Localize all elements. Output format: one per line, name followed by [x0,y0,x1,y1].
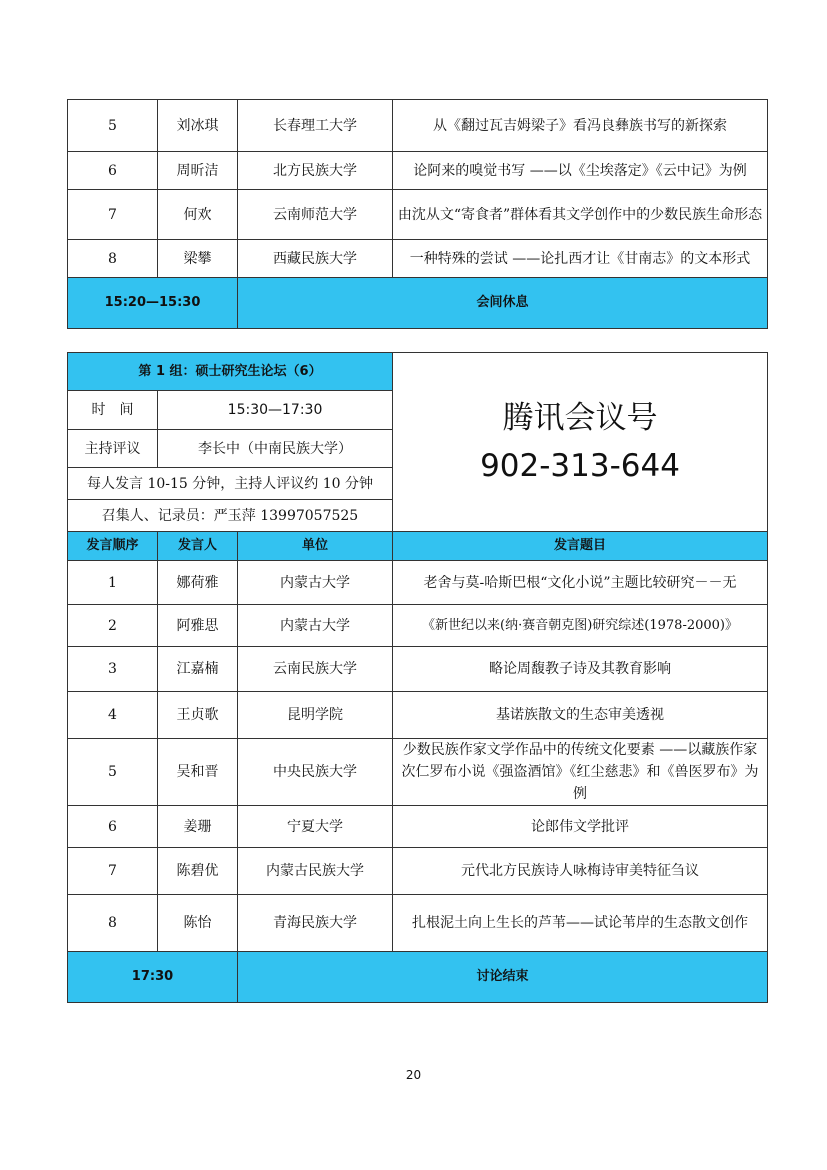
table-row [68,895,768,952]
schedule-table-1 [67,99,768,329]
row-number: 3 [68,647,158,692]
table-row [68,647,768,692]
meeting-label: 腾讯会议号 [502,400,658,436]
talk-topic: 少数民族作家文学作品中的传统文化要素 ——以藏族作家次仁罗布小说《强盗酒馆》《红尘慈悲》和《兽医罗布》为例 [393,739,768,806]
speaker-name: 陈怡 [158,895,238,952]
host-label: 主持评议 [68,430,158,468]
talk-topic: 一种特殊的尝试 ——论扎西才让《甘南志》的文本形式 [393,240,768,278]
speaker-name: 周昕洁 [158,152,238,190]
table-row [68,190,768,240]
header-speaker: 发言人 [158,532,238,561]
table-row [68,739,768,806]
talk-topic: 基诺族散文的生态审美透视 [393,692,768,739]
row-number: 4 [68,692,158,739]
table-row [68,561,768,605]
group-title-row [68,353,768,391]
schedule-table-2 [67,352,768,1003]
page-number: 20 [405,1068,422,1082]
row-number: 8 [68,240,158,278]
speaker-unit: 青海民族大学 [238,895,393,952]
speaker-name: 江嘉楠 [158,647,238,692]
header-unit: 单位 [238,532,393,561]
header-row [68,532,768,561]
break-label: 会间休息 [238,278,768,329]
speaker-name: 姜珊 [158,806,238,848]
speaker-unit: 长春理工大学 [238,100,393,152]
meeting-info [393,353,768,532]
speaker-name: 阿雅思 [158,605,238,647]
host-value: 李长中（中南民族大学） [158,430,393,468]
table-row [68,240,768,278]
end-time: 17:30 [68,952,238,1003]
header-no: 发言顺序 [68,532,158,561]
row-number: 6 [68,152,158,190]
speaker-name: 吴和晋 [158,739,238,806]
speaker-unit: 云南民族大学 [238,647,393,692]
group-title: 第 1 组：硕士研究生论坛（6） [68,353,393,391]
speaker-name: 娜荷雅 [158,561,238,605]
table-row [68,806,768,848]
row-number: 6 [68,806,158,848]
row-number: 2 [68,605,158,647]
talk-topic: 论郎伟文学批评 [393,806,768,848]
meeting-number: 902-313-644 [480,448,680,484]
table-row [68,848,768,895]
convener-info: 召集人、记录员：严玉萍 13997057525 [68,500,393,532]
speaker-unit: 西藏民族大学 [238,240,393,278]
speaker-name: 梁攀 [158,240,238,278]
talk-topic: 从《翻过瓦吉姆梁子》看冯良彝族书写的新探索 [393,100,768,152]
talk-topic: 论阿来的嗅觉书写 ——以《尘埃落定》《云中记》为例 [393,152,768,190]
speaker-unit: 内蒙古大学 [238,561,393,605]
speaker-unit: 内蒙古大学 [238,605,393,647]
speaker-name: 陈碧优 [158,848,238,895]
speaker-unit: 中央民族大学 [238,739,393,806]
speaker-name: 王贞歌 [158,692,238,739]
row-number: 1 [68,561,158,605]
speaker-unit: 云南师范大学 [238,190,393,240]
row-number: 7 [68,190,158,240]
end-row [68,952,768,1003]
table-row [68,152,768,190]
speaker-unit: 宁夏大学 [238,806,393,848]
time-value: 15:30—17:30 [158,391,393,430]
header-topic: 发言题目 [393,532,768,561]
break-row [68,278,768,329]
break-time: 15:20—15:30 [68,278,238,329]
row-number: 7 [68,848,158,895]
talk-topic: 老舍与莫-哈斯巴根“文化小说”主题比较研究－－无 [393,561,768,605]
end-label: 讨论结束 [238,952,768,1003]
talk-topic: 由沈从文“寄食者”群体看其文学创作中的少数民族生命形态 [393,190,768,240]
talk-topic: 《新世纪以来(纳·赛音朝克图)研究综述(1978-2000)》 [393,605,768,647]
table-row [68,692,768,739]
table-row [68,605,768,647]
row-number: 5 [68,739,158,806]
talk-topic: 扎根泥土向上生长的芦苇——试论苇岸的生态散文创作 [393,895,768,952]
row-number: 8 [68,895,158,952]
speaker-unit: 昆明学院 [238,692,393,739]
speaker-name: 刘冰琪 [158,100,238,152]
speaker-unit: 北方民族大学 [238,152,393,190]
row-number: 5 [68,100,158,152]
speaker-name: 何欢 [158,190,238,240]
table-row [68,100,768,152]
speaker-unit: 内蒙古民族大学 [238,848,393,895]
talk-topic: 略论周馥教子诗及其教育影响 [393,647,768,692]
talk-topic: 元代北方民族诗人咏梅诗审美特征刍议 [393,848,768,895]
speaking-rule: 每人发言 10-15 分钟，主持人评议约 10 分钟 [68,468,393,500]
time-label: 时 间 [68,391,158,430]
